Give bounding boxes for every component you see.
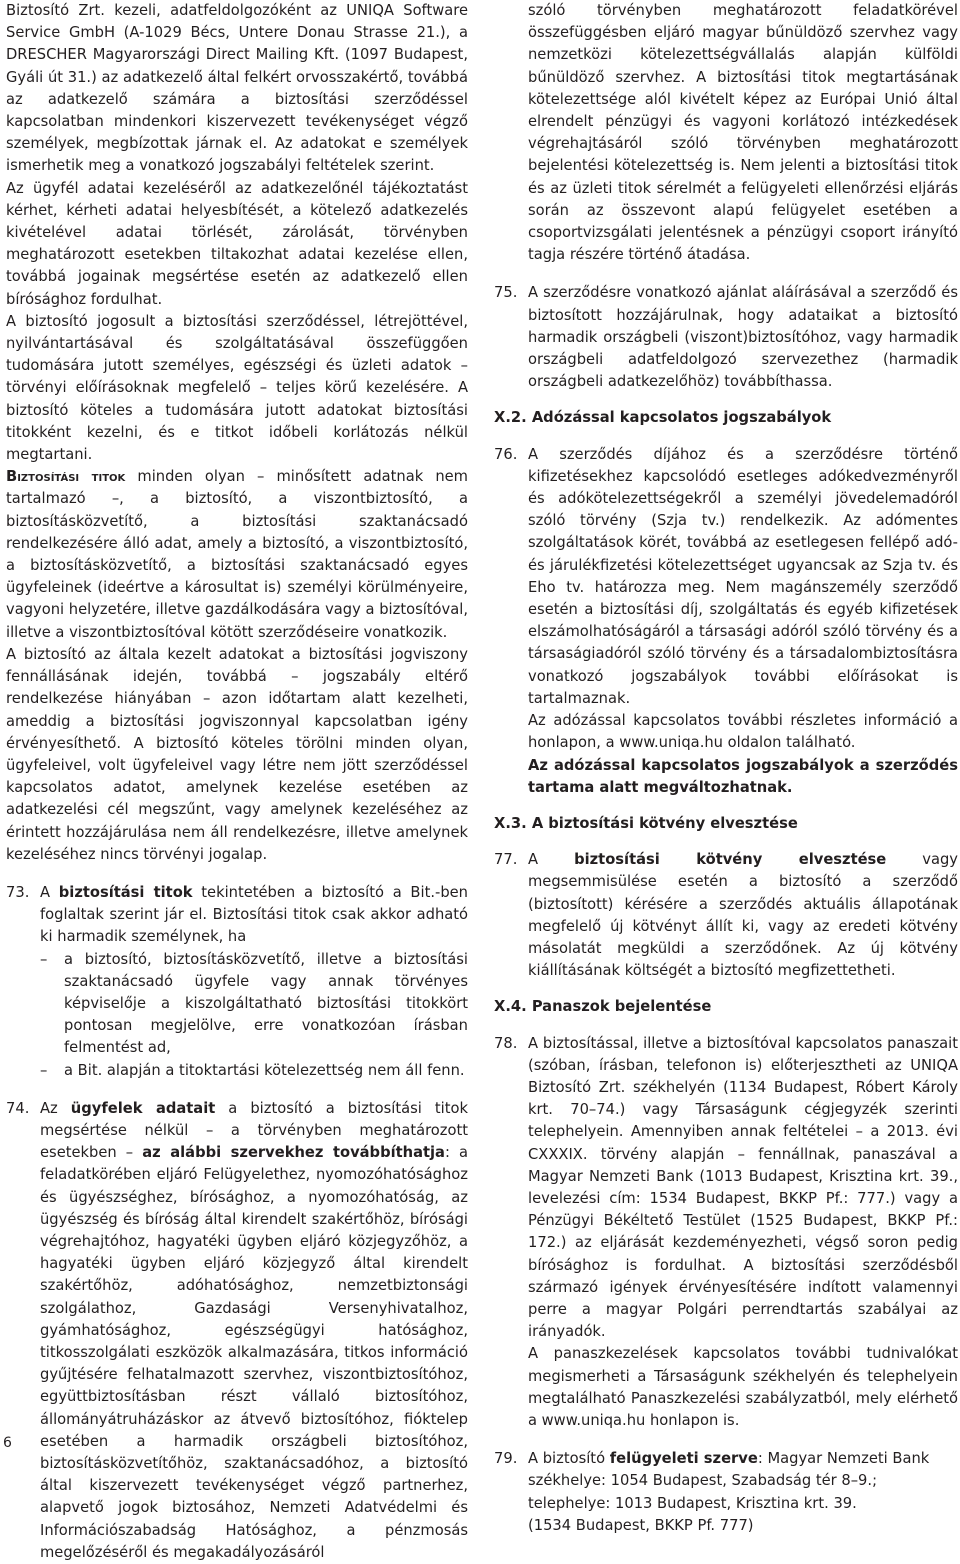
list-item-75: 75. A szerződésre vonatkozó ajánlat aláírásával a szerződő és biztosított hozzájárulnak, hogy adataikat a biztosító harmadik országbeli (viszont)biztosítóhoz, vagy harmadik országbeli adatfeldolgozó szervezethez (harmadik országbeli adatkezelőhöz) továbbíthassa. <box>494 284 958 391</box>
paragraph-data-retention: A biztosító az általa kezelt adatokat a biztosítási jogviszony fennállásának idején, továbbá – jogszabály eltérő rendelkezése hiányában – azon időtartam alatt kezelheti, ameddig a biztosítási jogviszonnyal kapcsolatban igény érvényesíthető. A biztosító köteles törölni minden olyan, ügyfeleivel, volt ügyfeleivel vagy létre nem jött szerződéssel kapcsolatos adatot, amelynek kezelése esetében az adatkezelési cél megszűnt, vagy amelynek kezeléséhez az érintett hozzájárulása nem áll rendelkezésre, illetve amelynek kezeléséhez nincs törvényi jogalap. <box>6 645 468 863</box>
list-item-74-continued: szóló törvényben meghatározott feladatkörével összefüggésben eljáró magyar bűnüldöző szervhez vagy nemzetközi kötelezettségvállalás alapján külföldi bűnüldöző szervhez. A biztosítási titok megtartásának kötelezettsége alól kivételt képez az Európai Unió által elrendelt pénzügyi és vagyoni korlátozó intézkedések végrehajtásáról szóló törvényben meghatározott bejelentési kötelezettség is. Nem jelenti a biztosítási titok és az üzleti titok sérelmét a felügyeleti ellenőrzési eljárás során az összevont alapú felügyelet esetében a csoportvizsgálati jelentésnek a pénzügyi csoport irányító tagja részére történő átadása. <box>528 2 958 264</box>
section-heading-x3: X.3. A biztosítási kötvény elvesztése <box>494 814 798 832</box>
list-item-79: 79. A biztosító felügyeleti szerve: Magyar Nemzeti Bank székhelye: 1054 Budapest, Szabadság tér 8–9.; telephelye: 1013 Budapest, Krisztina krt. 39. (1534 Budapest, BKKP Pf. 777) <box>494 1450 930 1534</box>
paragraph-insurance-secret-definition: Biztosítási titok minden olyan – minősített adatnak nem tartalmazó –, a biztosító, a viszontbiztosító, a biztosításközvetítő, a biztosítási szaktanácsadó rendelkezésére álló adat, amely a biztosító, a viszontbiztosító, a biztosításközvetítő, a biztosítási szaktanácsadó egyes ügyfeleinek (ideértve a károsultat is) személyi körülményeire, vagyoni helyzetére, illetve gazdálkodására vagy a biztosítóval, illetve a viszontbiztosítóval kötött szerződéseire vonatkozik. <box>6 468 468 641</box>
paragraph-data-processors: Biztosító Zrt. kezeli, adatfeldolgozóként az UNIQA Software Service GmbH (A-1029 Bécs, Untere Donau Strasse 21.), a DRESCHER Magyarországi Direct Mailing Kft. (1097 Budapest, Gyáli út 31.) az adatkezelő által felkért orvosszakértő, továbbá az adatkezelő számára a biztosítási szerződéssel kapcsolatban mindenkori kiszervezett tevékenységet végző személyek, megbízottak járnak el. Az adatokat e személyek ismerhetik meg a vonatkozó jogszabályi feltételek szerint. <box>6 2 468 175</box>
item-number: 74. <box>6 1099 30 1117</box>
dash-item: – a biztosító, biztosításközvetítő, illetve a biztosítási szaktanácsadó ügyfele vagy annak törvényes képviselője a kiszolgáltatható biztosítási titokkört pontosan megjelölve, erre vonatkozóan írásban felmentést ad, <box>40 949 468 1060</box>
paragraph-client-rights: Az ügyfél adatai kezeléséről az adatkezelőnél tájékoztatást kérhet, kérheti adatai helyesbítését, a kötelező adatkezelés kivételével adatai törlését, zárolását, törvényben meghatározott esetekben tiltakozhat adatai kezelése ellen, továbbá jogainak megsértése esetén az adatkezelő ellen bírósághoz fordulhat. <box>6 179 468 308</box>
list-item-73: 73. A biztosítási titok tekintetében a biztosító a Bit.-ben foglaltak szerint jár el. Biztosítási titok csak akkor adható ki harmadik személynek, ha – a biztosító, biztosításközvetítő, illetve a biztosítási szaktanácsadó ügyfele vagy annak törvényes képviselője a kiszolgáltatható biztosítási titokkört pontosan megjelölve, erre vonatkozóan írásban felmentést ad, – a Bit. alapján a titoktartási kötelezettség nem áll fenn. <box>6 882 468 1082</box>
item-number: 75. <box>494 284 518 302</box>
list-item-77: 77. A biztosítási kötvény elvesztése vagy megsemmisülése esetén a biztosító a szerződő (biztosított) kérésére a szerződés aktuális állapotának megfelelő új kötvényt állít ki, vagy az eredeti kötvény másolatát megküldi a szerződőnek. Az új kötvény kiállításának költségét a biztosító megfizettetheti. <box>494 851 958 980</box>
list-item-76: 76. A szerződés díjához és a szerződésre történő kifizetésekhez kapcsolódó esetleges adókedvezményről és adókötelezettségekről a személyi jövedelemadóról szóló törvény (Szja tv.) rendelkezik. Az adómentes szolgáltatások körét, továbbá az esetlegesen fellépő adó- és járulékfizetési kötelezettséget ugyancsak az Szja tv. és Eho tv. határozza meg. Nem magánszemély szerződő esetén a biztosítási díj, szolgáltatás és egyéb kifizetések elszámolhatóságáról a társasági adóról szóló törvény és a társaságiadóról szóló törvény és a társadalombiztosításra vonatkozó jogszabályok további előírásokat is tartalmaznak. Az adózással kapcsolatos további részletes információ a honlapon, a www.uniqa.hu oldalon található. Az adózással kapcsolatos jogszabályok a szerződés tartama alatt megváltozhatnak. <box>494 445 958 796</box>
list-item-78: 78. A biztosítással, illetve a biztosítóval kapcsolatos panaszait (szóban, írásban, telefonon is) előterjesztheti az UNIQA Biztosító Zrt. székhelyén (1134 Budapest, Róbert Károly krt. 70–74.) vagy Társaságunk cégjegyzék szerinti telephelyein. Amennyiben annak feltételei – a 2013. évi CXXXIX. törvény alapján – fennállnak, panaszával a Magyar Nemzeti Bank (1013 Budapest, Krisztina krt. 39., levelezési cím: 1534 Budapest, BKKP Pf.: 777.) vagy a Pénzügyi Békéltető Testület (1525 Budapest, BKKP Pf.: 172.) az eljárását kezdeményezheti, végső soron pedig bírósághoz is fordulhat. A biztosítási szerződésből származó igények érvényesítésére indított valamennyi perre a magyar Polgári perrendtartás szabályai az irányadók. A panaszkezelések kapcsolatos további tudnivalókat megismerheti a Társaságunk székhelyén és telephelyein megtalálható Panaszkezelési szabályzatból, mely elérhető a www.uniqa.hu honlapon is. <box>494 1034 958 1429</box>
page-number: 6 <box>3 1435 12 1451</box>
paragraph-data-handling: A biztosító jogosult a biztosítási szerződéssel, létrejöttével, nyilvántartásával és szolgáltatásával összefüggően tudomására jutott személyes, egészségi és üzleti adatok – törvényi előírásoknak megfelelő – teljes körű kezelésére. A biztosító köteles a tudomására jutott adatokat biztosítási titokként kezelni, és e titkot időbeli korlátozás nélkül megtartani. <box>6 312 468 464</box>
dash-item: – a Bit. alapján a titoktartási kötelezettség nem áll fenn. <box>40 1060 468 1082</box>
section-heading-x4: X.4. Panaszok bejelentése <box>494 998 712 1016</box>
tax-warning: Az adózással kapcsolatos jogszabályok a szerződés tartama alatt megváltozhatnak. <box>528 756 958 796</box>
section-heading-x2: X.2. Adózással kapcsolatos jogszabályok <box>494 409 832 427</box>
item-number: 76. <box>494 445 518 463</box>
right-column <box>494 0 958 1537</box>
item-number: 77. <box>494 851 518 869</box>
item-number: 78. <box>494 1034 518 1052</box>
item-number: 73. <box>6 883 30 901</box>
list-item-74: 74. Az ügyfelek adatait a biztosító a biztosítási titok megsértése nélkül – a törvényben meghatározott esetekben – az alábbi szervekhez továbbíthatja: a feladatkörében eljáró Felügyelethez, nyomozóhatósághoz és ügyészséghez, bírósághoz, a nyomozóhatóság, az ügyészség és bíróság által kirendelt szakértőhöz, bírósági végrehajtóhoz, hagyatéki ügyben eljáró közjegyzőhöz, a hagyatéki ügyben eljáró közjegyző által kirendelt szakértőhöz, adóhatósághoz, nemzetbiztonsági szolgálathoz, Gazdasági Versenyhivatalhoz, gyámhatósághoz, egészségügyi hatósághoz, titkosszolgálati eszközök alkalmazására, titkos információ gyűjtésére felhatalmazott szervhez, viszontbiztosítóhoz, együttbiztosításban részt vállaló biztosítóhoz, állományátruházáskor az átvevő biztosítóhoz, fióktelep esetében a harmadik országbeli biztosítóhoz, biztosításközvetítőhöz, szaktanácsadóhoz, a biztosító által kiszervezett tevékenységet végző partnerhez, alapvető jogok biztosához, Nemzeti Adatvédelmi és Információszabadság Hatósághoz, a pénzmosás megelőzéséről és megakadályozásáról <box>6 1099 469 1561</box>
left-column <box>6 0 468 1564</box>
term-insurance-secret: Biztosítási titok <box>6 468 126 486</box>
item-number: 79. <box>494 1450 518 1468</box>
